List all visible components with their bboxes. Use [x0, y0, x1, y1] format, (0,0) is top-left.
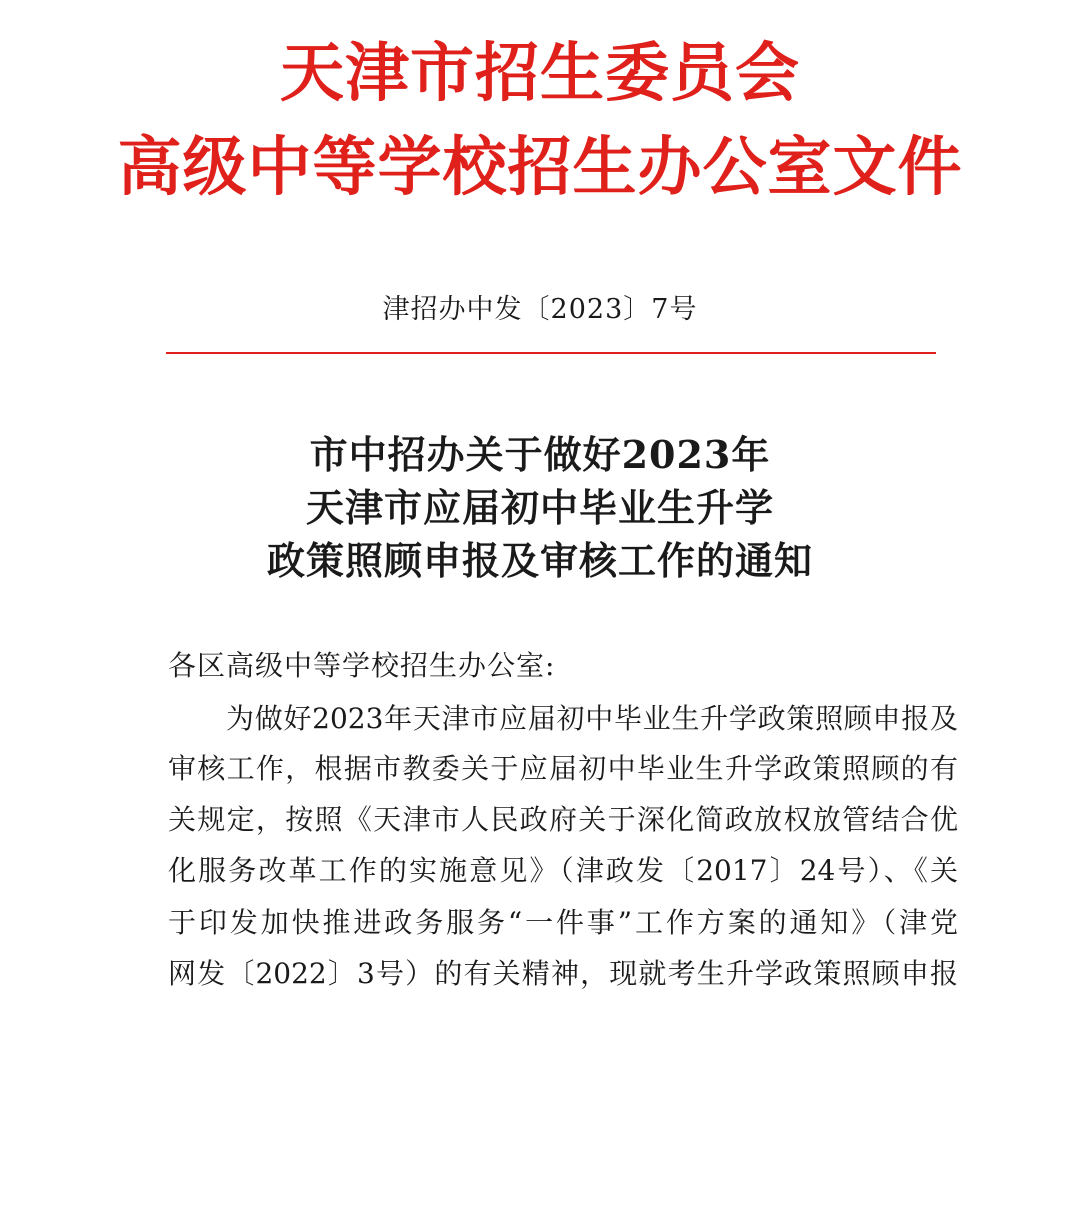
red-separator-rule: [166, 352, 936, 354]
notice-title-line-1: 市中招办关于做好2023年: [309, 432, 771, 477]
document-number: 津招办中发〔2023〕7号: [382, 294, 698, 325]
notice-title-line-3: 政策照顾申报及审核工作的通知: [266, 538, 813, 583]
salutation: 各区高级中等学校招生办公室:: [168, 649, 556, 682]
notice-title-line-2: 天津市应届初中毕业生升学: [305, 485, 774, 530]
body-text-line: 网发〔2022〕3号）的有关精神，现就考生升学政策照顾申报: [168, 957, 958, 990]
body-text-line: 化服务改革工作的实施意见》（津政发〔2017〕24号）、《关: [168, 854, 958, 887]
body-text-line: 为做好2023年天津市应届初中毕业生升学政策照顾申报及: [226, 702, 958, 735]
issuer-header-line-2: 高级中等学校招生办公室文件: [117, 131, 963, 205]
body-text-line: 审核工作，根据市教委关于应届初中毕业生升学政策照顾的有: [168, 752, 958, 785]
body-text-line: 于印发加快推进政务服务“一件事”工作方案的通知》（津党: [168, 906, 958, 939]
issuer-header-line-1: 天津市招生委员会: [280, 37, 800, 111]
body-text-line: 关规定，按照《天津市人民政府关于深化简政放权放管结合优: [168, 803, 958, 836]
